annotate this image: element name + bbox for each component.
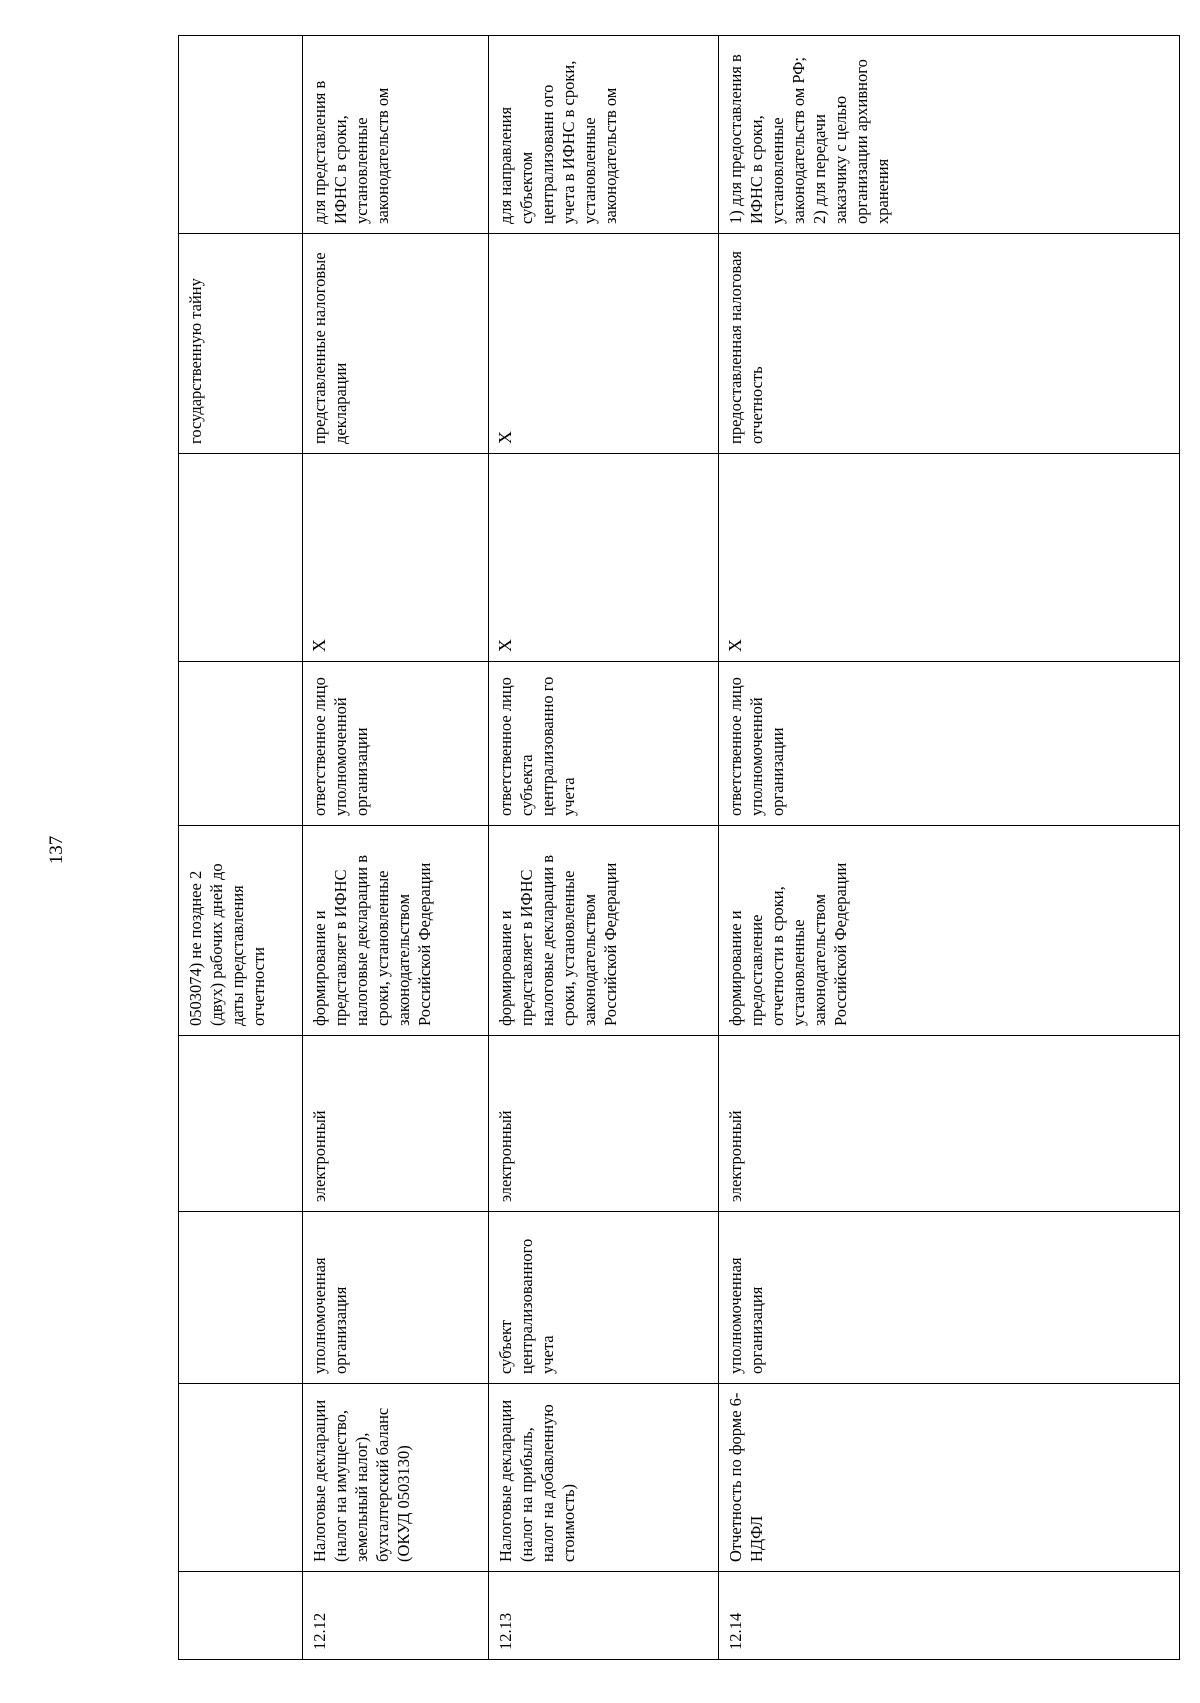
table-row bbox=[719, 36, 1180, 1660]
cell-procedure: формирование и представляет в ИФНС налоговые декларации в сроки, установленные законодательством Российской Федерации bbox=[489, 826, 719, 1036]
cell-executor: ответственное лицо уполномоченной организации bbox=[303, 662, 489, 826]
table-row bbox=[303, 36, 489, 1660]
cell-form: электронный bbox=[719, 1036, 1180, 1212]
cell-mark-b: предоставленная налоговая отчетность bbox=[719, 234, 1180, 454]
cell-mark-a: Х bbox=[719, 454, 1180, 662]
cell-num bbox=[179, 1572, 303, 1660]
cell-mark-b: представленные налоговые декларации bbox=[303, 234, 489, 454]
cell-mark-b: государственную тайну bbox=[179, 234, 303, 454]
cell-responsible bbox=[179, 1212, 303, 1384]
cell-procedure: формирование и представляет в ИФНС налоговые декларации в сроки, установленные законодательством Российской Федерации bbox=[303, 826, 489, 1036]
cell-executor bbox=[179, 662, 303, 826]
cell-executor: ответственное лицо субъекта централизованно го учета bbox=[489, 662, 719, 826]
cell-num: 12.14 bbox=[719, 1572, 1180, 1660]
page-number: 137 bbox=[46, 835, 67, 865]
cell-executor: ответственное лицо уполномоченной организации bbox=[719, 662, 1180, 826]
cell-responsible: уполномоченная организация bbox=[303, 1212, 489, 1384]
cell-mark-a: Х bbox=[303, 454, 489, 662]
cell-procedure: формирование и предоставление отчетности в сроки, установленные законодательством Российской Федерации bbox=[719, 826, 1180, 1036]
cell-name: Налоговые декларации (налог на прибыль, налог на добавленную стоимость) bbox=[489, 1384, 719, 1572]
cell-form: электронный bbox=[489, 1036, 719, 1212]
cell-purpose: для направления субъектом централизованн ого учета в ИФНС в сроки, установленные законодательств ом bbox=[489, 36, 719, 234]
cell-name: Отчетность по форме 6-НДФЛ bbox=[719, 1384, 1180, 1572]
cell-num: 12.13 bbox=[489, 1572, 719, 1660]
cell-mark-a bbox=[179, 454, 303, 662]
cell-form bbox=[179, 1036, 303, 1212]
cell-purpose: 1) для предоставления в ИФНС в сроки, установленные законодательств ом РФ; 2) для передачи заказчику с целью организации архивного хранения bbox=[719, 36, 1180, 234]
cell-responsible: уполномоченная организация bbox=[719, 1212, 1180, 1384]
cell-name: Налоговые декларации (налог на имущество, земельный налог), бухгалтерский баланс (ОКУД 0503130) bbox=[303, 1384, 489, 1572]
cell-purpose bbox=[179, 36, 303, 234]
table-row bbox=[489, 36, 719, 1660]
cell-name bbox=[179, 1384, 303, 1572]
table-row bbox=[179, 36, 303, 1660]
rotated-table-frame bbox=[178, 36, 1180, 1660]
table-container bbox=[178, 36, 1180, 1660]
cell-responsible: субъект централизованного учета bbox=[489, 1212, 719, 1384]
document-table bbox=[178, 35, 1180, 1660]
cell-num: 12.12 bbox=[303, 1572, 489, 1660]
cell-mark-a: Х bbox=[489, 454, 719, 662]
cell-mark-b: Х bbox=[489, 234, 719, 454]
cell-procedure: 0503074) не позднее 2 (двух) рабочих дней до даты представления отчетности bbox=[179, 826, 303, 1036]
cell-form: электронный bbox=[303, 1036, 489, 1212]
cell-purpose: для представления в ИФНС в сроки, установленные законодательств ом bbox=[303, 36, 489, 234]
